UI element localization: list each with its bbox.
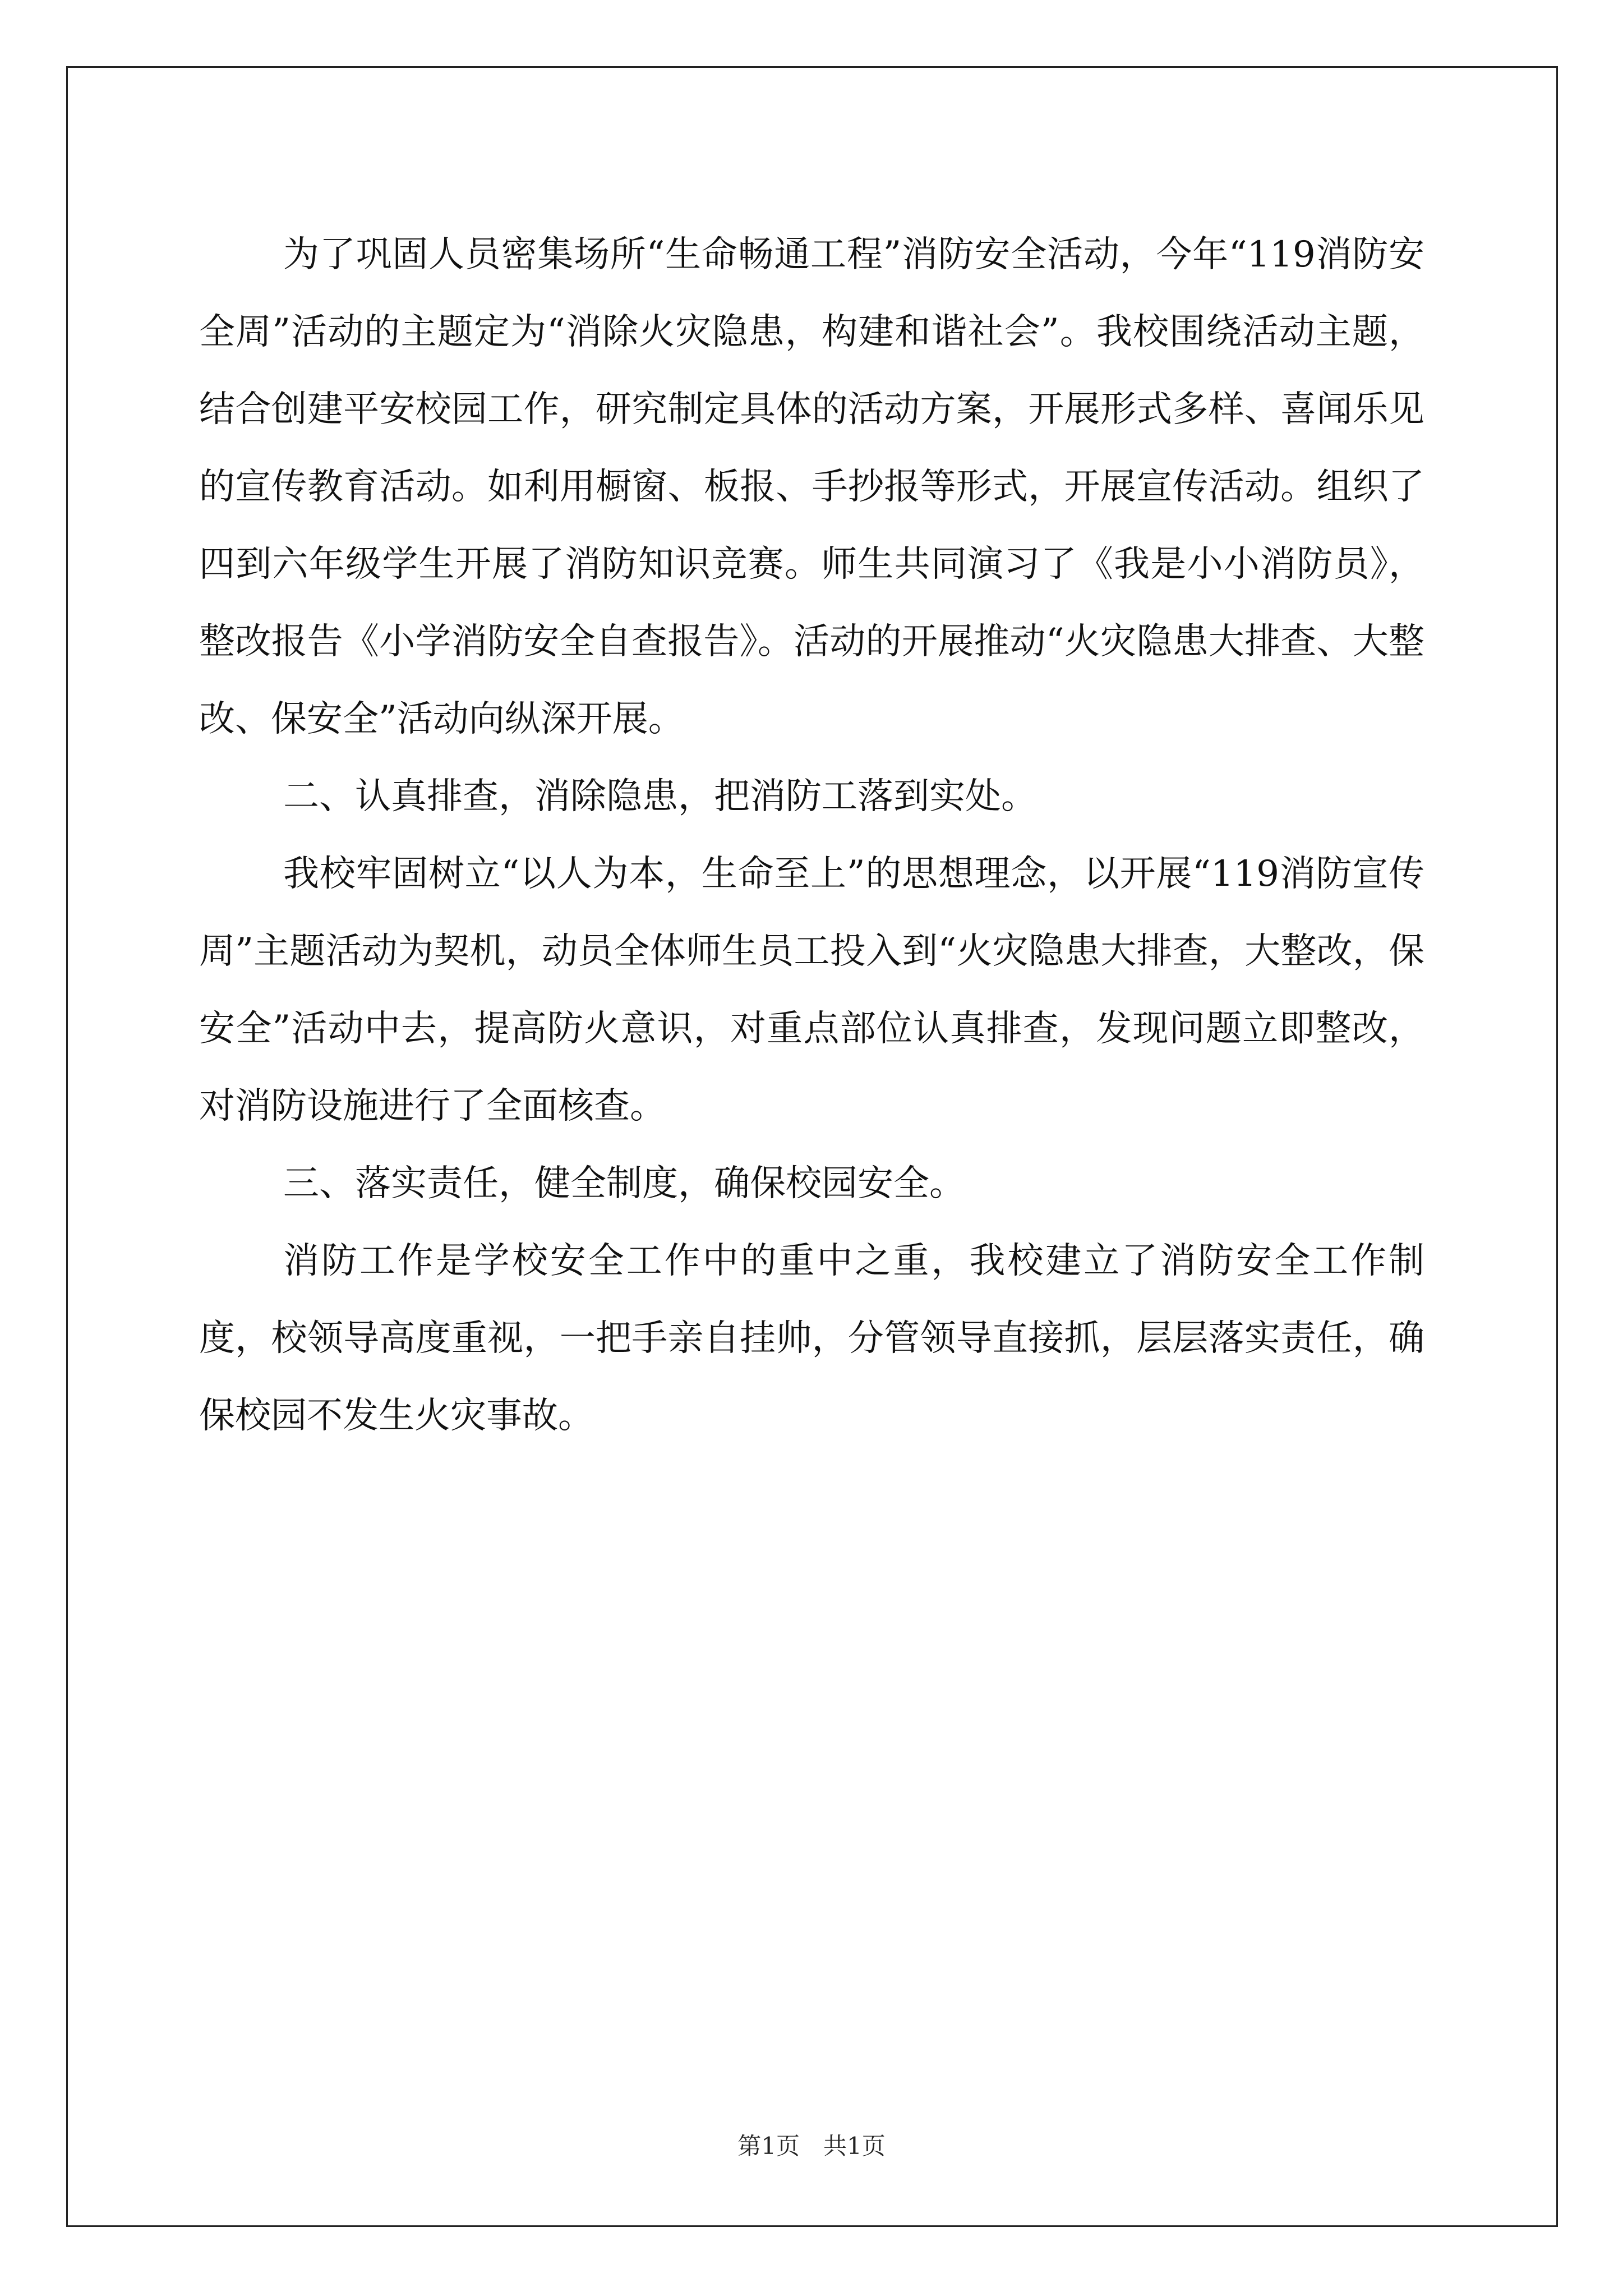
- page-total: 共1页: [823, 2132, 886, 2160]
- page-number: 第1页: [737, 2132, 800, 2160]
- page-footer: [0, 2129, 1623, 2163]
- paragraph-activity-summary: 为了巩固人员密集场所“生命畅通工程”消防安全活动，今年“119消防安全周”活动的主题定为“消除火灾隐患，构建和谐社会”。我校围绕活动主题，结合创建平安校园工作，研究制定具体的活动方案，开展形式多样、喜闻乐见的宣传教育活动。如利用橱窗、板报、手抄报等形式，开展宣传活动。组织了四到六年级学生开展了消防知识竞赛。师生共同演习了《我是小小消防员》，整改报告《小学消防安全自查报告》。活动的开展推动“火灾隐患大排查、大整改、保安全”活动向纵深开展。: [199, 234, 1424, 740]
- section-heading-inspection: 二、认真排查，消除隐患，把消防工落到实处。: [283, 776, 1037, 817]
- paragraph-inspection: 我校牢固树立“以人为本，生命至上”的思想理念，以开展“119消防宣传周”主题活动为契机，动员全体师生员工投入到“火灾隐患大排查，大整改，保安全”活动中去，提高防火意识，对重点部位认真排查，发现问题立即整改，对消防设施进行了全面核查。: [199, 853, 1424, 1127]
- paragraph-responsibility: 消防工作是学校安全工作中的重中之重，我校建立了消防安全工作制度，校领导高度重视，一把手亲自挂帅，分管领导直接抓，层层落实责任，确保校园不发生火灾事故。: [199, 1240, 1424, 1437]
- section-heading-responsibility: 三、落实责任，健全制度，确保校园安全。: [283, 1163, 965, 1204]
- document-body: [199, 216, 1424, 1455]
